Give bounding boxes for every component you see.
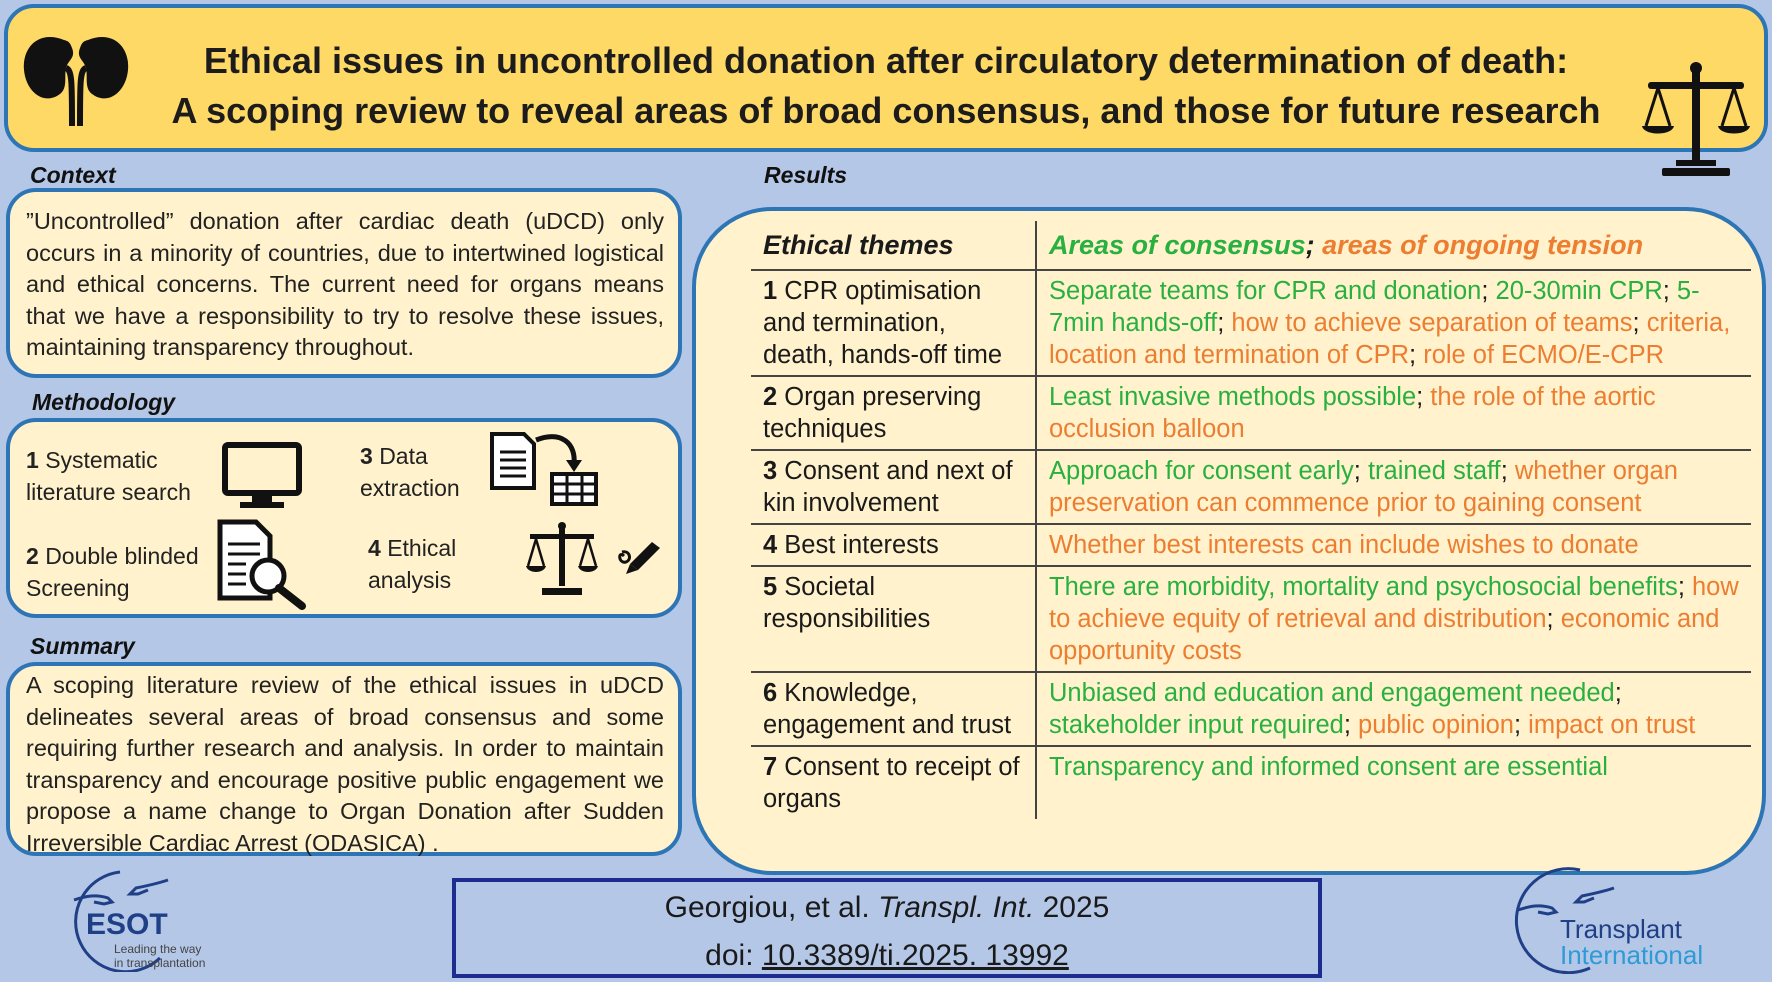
citation-journal: Transpl. Int.	[878, 891, 1035, 924]
item-separator: ;	[1677, 573, 1692, 601]
results-label: Results	[764, 162, 848, 188]
theme-row	[751, 746, 1751, 819]
tension-item: public opinion	[1358, 711, 1514, 739]
theme-row	[751, 566, 1751, 672]
consensus-tension-cell	[1036, 524, 1751, 566]
title-line-2: A scoping review to reveal areas of broad consensus, and those for future research	[171, 90, 1601, 131]
header-consensus-tension	[1036, 221, 1751, 270]
theme-title: CPR optimisation and termination, death, hands-off time	[763, 277, 1003, 369]
tension-item: criteria, location and termination of CPR	[1049, 309, 1731, 369]
method-step-text: Systematic	[45, 447, 158, 473]
consensus-item: Least invasive methods possible	[1049, 383, 1417, 411]
tension-item: role of ECMO/E-CPR	[1423, 341, 1665, 369]
consensus-item: Unbiased and education and engagement needed	[1049, 679, 1615, 707]
citation-authors: Georgiou, et al.	[664, 891, 879, 924]
theme-title: Consent to receipt of organs	[763, 753, 1020, 813]
consensus-tension-cell	[1036, 450, 1751, 524]
method-step-text: literature search	[26, 479, 191, 505]
methodology-label: Methodology	[32, 389, 176, 415]
method-step-4	[368, 532, 456, 596]
document-to-table-icon	[488, 430, 606, 508]
context-panel	[6, 188, 682, 378]
method-step-text: Double blinded	[45, 543, 199, 569]
theme-number: 7	[763, 753, 778, 781]
theme-cell	[751, 450, 1036, 524]
theme-title: Best interests	[784, 531, 939, 559]
consensus-tension-cell	[1036, 376, 1751, 450]
ti-line1: Transplant	[1560, 914, 1682, 944]
method-step-text: extraction	[360, 475, 460, 501]
theme-number: 5	[763, 573, 778, 601]
consensus-item: trained staff	[1367, 457, 1501, 485]
consensus-item: There are morbidity, mortality and psychosocial benefits	[1049, 573, 1678, 601]
doi-link[interactable]: 10.3389/ti.2025. 13992	[761, 939, 1069, 972]
item-separator: ;	[1409, 341, 1424, 369]
doi-line	[456, 932, 1318, 980]
esot-tagline-line2: in transplantation	[114, 956, 206, 970]
theme-number: 2	[763, 383, 778, 411]
esot-name: ESOT	[86, 908, 168, 941]
theme-number: 3	[763, 457, 778, 485]
theme-row	[751, 270, 1751, 376]
computer-monitor-icon	[222, 442, 302, 510]
theme-cell	[751, 270, 1036, 376]
theme-number: 4	[763, 531, 778, 559]
tension-item: whether organ preservation can commence prior to gaining consent	[1049, 457, 1678, 517]
header-ethical-themes: Ethical themes	[751, 221, 1036, 270]
consensus-item: Transparency and informed consent are essential	[1049, 753, 1608, 781]
method-step-number: 1	[26, 447, 39, 473]
context-label: Context	[30, 162, 116, 188]
ethical-themes-table	[751, 221, 1751, 819]
results-panel	[692, 207, 1766, 875]
summary-panel	[6, 662, 682, 856]
tension-item: impact on trust	[1528, 711, 1696, 739]
theme-row	[751, 524, 1751, 566]
theme-title: Knowledge, engagement and trust	[763, 679, 1012, 739]
method-step-3	[360, 440, 460, 504]
tension-item: how to achieve equity of retrieval and distribution	[1049, 573, 1739, 633]
theme-title: Societal responsibilities	[763, 573, 931, 633]
theme-cell	[751, 524, 1036, 566]
theme-number: 1	[763, 277, 778, 305]
method-step-text: Screening	[26, 575, 130, 601]
context-text: ”Uncontrolled” donation after cardiac death (uDCD) only occurs in a minority of countries, due to intertwined logistical and ethical concerns. The current need for organs means that we have a responsibility to try to resolve these issues, maintaining transparency throughout.	[26, 208, 664, 360]
theme-title: Organ preserving techniques	[763, 383, 982, 443]
citation-year: 2025	[1034, 891, 1110, 924]
item-separator: ;	[1500, 457, 1515, 485]
tension-item: Whether best interests can include wishes to donate	[1049, 531, 1639, 559]
table-header-row	[751, 221, 1751, 270]
themes-body	[751, 270, 1751, 819]
method-step-2	[26, 540, 199, 604]
document-magnifier-icon	[216, 518, 312, 610]
scales-of-justice-icon	[1640, 60, 1752, 180]
consensus-tension-cell	[1036, 566, 1751, 672]
method-step-text: Ethical	[387, 535, 457, 561]
theme-row	[751, 450, 1751, 524]
consensus-tension-cell	[1036, 270, 1751, 376]
header-consensus: Areas of consensus	[1049, 230, 1306, 260]
methodology-panel	[6, 418, 682, 618]
tension-item: how to achieve separation of teams	[1231, 309, 1633, 337]
consensus-item: Separate teams for CPR and donation	[1049, 277, 1482, 305]
item-separator: ;	[1513, 711, 1529, 739]
theme-cell	[751, 746, 1036, 819]
consensus-item: 20-30min CPR	[1495, 277, 1663, 305]
theme-cell	[751, 566, 1036, 672]
method-step-text: analysis	[368, 567, 452, 593]
theme-number: 6	[763, 679, 778, 707]
theme-title: Consent and next of kin involvement	[763, 457, 1013, 517]
title-banner	[4, 4, 1768, 152]
scales-and-pen-icon	[526, 520, 666, 600]
summary-label: Summary	[30, 633, 135, 659]
theme-row	[751, 376, 1751, 450]
summary-text: A scoping literature review of the ethical issues in uDCD delineates several areas of broad consensus and some requiring further research and analysis. In order to maintain transparency and encourage positive public engagement we propose a name change to Organ Donation after Sudden Irreversible Cardiac Arrest (ODASICA) .	[26, 672, 664, 856]
citation-box	[452, 878, 1322, 978]
esot-tagline-line1: Leading the way	[114, 942, 202, 956]
consensus-item: stakeholder input required	[1049, 711, 1344, 739]
item-separator: ;	[1662, 277, 1677, 305]
tension-item: the role of the aortic occlusion balloon	[1049, 383, 1656, 443]
item-separator: ;	[1217, 309, 1232, 337]
doi-prefix: doi:	[705, 939, 762, 972]
consensus-item: Approach for consent early	[1049, 457, 1354, 485]
method-step-number: 3	[360, 443, 373, 469]
tension-item: economic and opportunity costs	[1049, 605, 1720, 665]
ti-line2: International	[1560, 940, 1704, 970]
item-separator: ;	[1614, 679, 1622, 707]
item-separator: ;	[1343, 711, 1359, 739]
header-tension: areas of ongoing tension	[1314, 230, 1644, 260]
header-separator: ;	[1305, 230, 1315, 260]
method-step-1	[26, 444, 191, 508]
esot-logo	[60, 868, 230, 972]
kidneys-icon	[20, 30, 132, 126]
consensus-item: 5-7min hands-off	[1049, 277, 1700, 337]
consensus-tension-cell	[1036, 672, 1751, 746]
item-separator: ;	[1632, 309, 1647, 337]
consensus-tension-cell	[1036, 746, 1751, 819]
theme-row	[751, 672, 1751, 746]
theme-cell	[751, 672, 1036, 746]
method-step-number: 4	[368, 535, 381, 561]
item-separator: ;	[1416, 383, 1431, 411]
method-step-number: 2	[26, 543, 39, 569]
theme-cell	[751, 376, 1036, 450]
citation-line	[456, 884, 1318, 932]
item-separator: ;	[1481, 277, 1496, 305]
item-separator: ;	[1353, 457, 1368, 485]
title-line-1: Ethical issues in uncontrolled donation after circulatory determination of death:	[203, 40, 1569, 81]
poster-title	[158, 36, 1614, 136]
item-separator: ;	[1546, 605, 1561, 633]
transplant-international-logo	[1510, 866, 1730, 974]
method-step-text: Data	[379, 443, 428, 469]
